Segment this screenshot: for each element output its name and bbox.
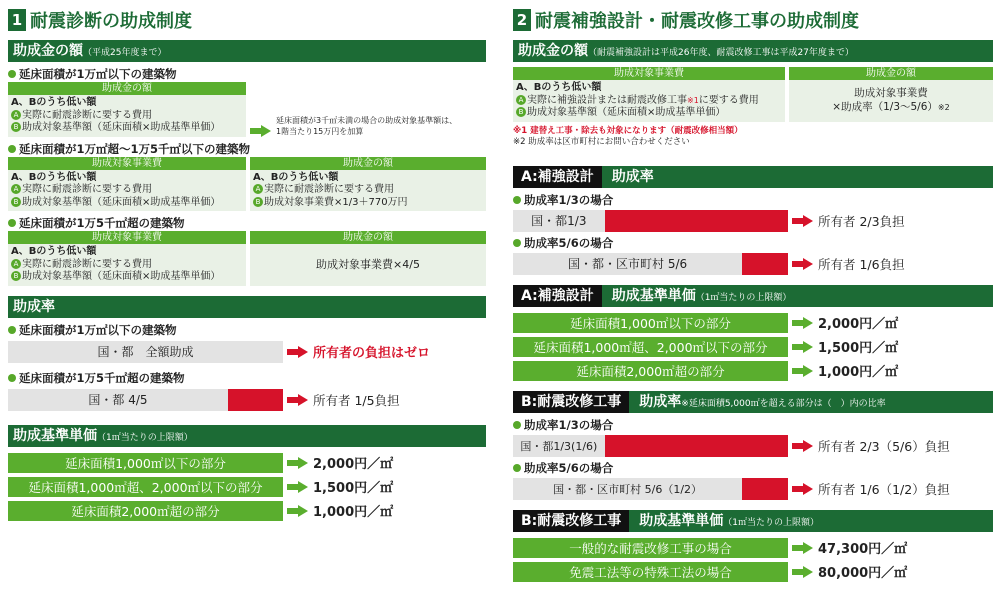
arrow-right-icon xyxy=(792,317,814,329)
subsidy-band xyxy=(8,40,486,62)
footnote-2: ※2 助成率は区市町村にお問い合わせください xyxy=(513,136,690,147)
group-heading: 助成率5/6の場合 xyxy=(513,236,993,251)
band-label: 助成基準単価 xyxy=(611,287,696,304)
band-tag: B:耐震改修工事 xyxy=(513,510,629,532)
unit-value: 1,000円／㎡ xyxy=(818,365,899,380)
unit-row xyxy=(8,501,486,521)
group-heading: 助成率5/6の場合 xyxy=(513,461,993,476)
public-share: 国・都・区市町村 5/6（1/2） xyxy=(553,482,703,496)
arrow-right-icon xyxy=(792,542,814,554)
rate-result: 所有者 1/6負担 xyxy=(818,256,905,272)
unit-label: 免震工法等の特殊工法の場合 xyxy=(513,562,788,582)
footnote-mark: ※1 xyxy=(687,95,699,105)
unit-value: 1,500円／㎡ xyxy=(313,481,394,496)
owner-share xyxy=(228,389,283,411)
table-header: 助成対象事業費 xyxy=(513,67,785,80)
circle-a-icon: A xyxy=(11,184,21,194)
unit-rows xyxy=(513,313,993,381)
circle-b-icon: B xyxy=(253,197,263,207)
public-share: 国・都1/3(1/6) xyxy=(520,439,598,453)
table-cell xyxy=(8,244,246,286)
band-label: 助成率 xyxy=(639,393,682,410)
rate-result: 所有者の負担はゼロ xyxy=(313,346,431,361)
owner-share xyxy=(742,253,788,275)
g2-table xyxy=(8,157,486,212)
unit-row xyxy=(8,477,486,497)
cell-line: 実際に補強設計または耐震改修工事 xyxy=(527,94,687,106)
circle-a-icon: A xyxy=(11,110,21,120)
table-header: 助成対象事業費 xyxy=(8,157,246,170)
section-title-text: 耐震診断の助成制度 xyxy=(30,11,192,32)
arrow-right-icon xyxy=(287,346,309,358)
arrow-right-icon xyxy=(287,505,309,517)
unit-value: 1,000円／㎡ xyxy=(313,505,394,520)
group-heading: 延床面積が1万5千㎡超の建築物 xyxy=(8,216,486,231)
unit-row xyxy=(513,313,993,333)
note-line: 延床面積が3千㎡未満の場合の助成対象基準額は、 xyxy=(276,115,458,125)
circle-b-icon: B xyxy=(516,107,526,117)
unit-label: 延床面積2,000㎡超の部分 xyxy=(513,361,788,381)
band-note: （1㎡当たりの上限額） xyxy=(723,517,820,528)
table-cell xyxy=(789,80,993,122)
share-bar xyxy=(513,210,788,232)
rate-result: 所有者 2/3（5/6）負担 xyxy=(818,438,950,454)
arrow-right-icon xyxy=(792,483,814,495)
circle-a-icon: A xyxy=(516,95,526,105)
subsidy-band-note: （耐震補強設計は平成26年度、耐震改修工事は平成27年度まで） xyxy=(588,48,854,58)
arrow-right-icon xyxy=(792,258,814,270)
table-header: 助成金の額 xyxy=(8,82,246,95)
b-rate-band xyxy=(513,391,993,413)
b-unit-band xyxy=(513,510,993,532)
unit-label: 延床面積1,000㎡超、2,000㎡以下の部分 xyxy=(513,337,788,357)
public-share: 国・都・区市町村 5/6 xyxy=(568,257,688,271)
arrow-right-icon xyxy=(792,365,814,377)
cell-line: A、Bのうち低い額 xyxy=(11,246,97,257)
subsidy-band-label: 助成金の額 xyxy=(13,43,83,59)
unit-value: 2,000円／㎡ xyxy=(818,317,899,332)
footnote-1: ※1 建替え工事・除去も対象になります（耐震改修相当額） xyxy=(513,125,743,136)
rate-band-label: 助成率 xyxy=(13,298,55,315)
group-heading: 延床面積が1万㎡以下の建築物 xyxy=(8,323,486,338)
unit-band-note: （1㎡当たりの上限額） xyxy=(97,432,193,443)
unit-row xyxy=(513,361,993,381)
circle-b-icon: B xyxy=(11,122,21,132)
unit-row xyxy=(513,538,993,558)
table-header: 助成金の額 xyxy=(789,67,993,80)
share-bar xyxy=(513,435,788,457)
circle-a-icon: A xyxy=(253,184,263,194)
footnote-mark: ※2 xyxy=(937,103,950,113)
g1-table xyxy=(8,82,246,137)
unit-rows xyxy=(8,453,486,521)
owner-share xyxy=(605,435,788,457)
cell-line: 実際に耐震診断に要する費用 xyxy=(22,184,152,195)
unit-label: 一般的な耐震改修工事の場合 xyxy=(513,538,788,558)
cell-line: 助成対象基準額（延床面積×助成基準単価） xyxy=(22,271,221,282)
cell-line: A、Bのうち低い額 xyxy=(11,97,97,108)
rate-band xyxy=(8,296,486,318)
band-label: 助成率 xyxy=(611,168,654,185)
unit-value: 80,000円／㎡ xyxy=(818,566,908,581)
unit-label: 延床面積2,000㎡超の部分 xyxy=(8,501,283,521)
section-title xyxy=(513,6,993,34)
arrow-right-icon xyxy=(287,394,309,406)
section-number: 1 xyxy=(8,9,26,31)
section-title xyxy=(8,6,486,34)
section-title-text: 耐震補強設計・耐震改修工事の助成制度 xyxy=(535,11,859,32)
cell-line: 助成対象基準額（延床面積×助成基準単価） xyxy=(22,196,221,208)
circle-b-icon: B xyxy=(11,271,21,281)
arrow-right-icon xyxy=(792,566,814,578)
unit-label: 延床面積1,000㎡以下の部分 xyxy=(8,453,283,473)
cell-line: ×助成率（1/3～5/6） xyxy=(832,101,938,114)
band-note: （1㎡当たりの上限額） xyxy=(695,292,792,303)
table-cell: 助成対象事業費×4/5 xyxy=(250,244,486,286)
owner-share xyxy=(605,210,788,232)
share-bar xyxy=(513,478,788,500)
rate-result: 所有者 1/6（1/2）負担 xyxy=(818,481,950,497)
cell-line: 実際に耐震診断に要する費用 xyxy=(22,258,152,270)
public-share: 国・都1/3 xyxy=(531,214,587,228)
unit-value: 47,300円／㎡ xyxy=(818,542,908,557)
band-note: ※延床面積5,000㎡を超える部分は（ ）内の比率 xyxy=(681,398,886,409)
cell-line: A、Bのうち低い額 xyxy=(516,82,602,93)
group-heading: 延床面積が1万㎡超～1万5千㎡以下の建築物 xyxy=(8,142,486,157)
unit-row xyxy=(513,562,993,582)
unit-row xyxy=(8,453,486,473)
cell-line: A、Bのうち低い額 xyxy=(253,171,339,183)
table-cell xyxy=(8,95,246,137)
group-heading: 助成率1/3の場合 xyxy=(513,418,993,433)
unit-value: 1,500円／㎡ xyxy=(818,341,899,356)
share-bar xyxy=(8,389,283,411)
group-heading: 助成率1/3の場合 xyxy=(513,193,993,208)
table-header: 助成金の額 xyxy=(250,157,486,170)
arrow-right-icon xyxy=(287,457,309,469)
table-header: 助成対象事業費 xyxy=(8,231,246,244)
cell-line: 助成対象事業費×1/3＋770万円 xyxy=(264,196,408,208)
cell-line: 助成対象事業費 xyxy=(854,87,928,100)
owner-share xyxy=(742,478,788,500)
rate-result: 所有者 1/5負担 xyxy=(313,392,400,408)
cell-line: 実際に耐震診断に要する費用 xyxy=(22,109,152,121)
cell-line: A、Bのうち低い額 xyxy=(11,171,97,183)
band-tag: A:補強設計 xyxy=(513,285,602,307)
arrow-right-icon xyxy=(250,125,272,137)
group-heading: 延床面積が1万㎡以下の建築物 xyxy=(8,67,486,82)
table-cell xyxy=(250,170,486,212)
arrow-right-icon xyxy=(792,341,814,353)
circle-a-icon: A xyxy=(11,259,21,269)
arrow-right-icon xyxy=(287,481,309,493)
a-unit-band xyxy=(513,285,993,307)
band-label: 助成基準単価 xyxy=(639,512,724,529)
unit-band xyxy=(8,425,486,447)
section-number: 2 xyxy=(513,9,531,31)
left-column xyxy=(8,0,486,521)
public-share: 国・都 4/5 xyxy=(88,393,148,407)
cell-line: 助成対象基準額（延床面積×助成基準単価） xyxy=(22,122,221,133)
unit-band-label: 助成基準単価 xyxy=(13,427,97,444)
band-tag: A:補強設計 xyxy=(513,166,602,188)
group-heading: 延床面積が1万5千㎡超の建築物 xyxy=(8,371,486,386)
subsidy-table xyxy=(513,67,993,122)
right-column xyxy=(513,0,993,582)
g1-note xyxy=(276,115,457,137)
table-cell xyxy=(513,80,785,122)
g3-table xyxy=(8,231,486,286)
arrow-right-icon xyxy=(792,215,814,227)
cell-line: 実際に耐震診断に要する費用 xyxy=(264,184,394,195)
table-header: 助成金の額 xyxy=(250,231,486,244)
band-tag: B:耐震改修工事 xyxy=(513,391,629,413)
arrow-right-icon xyxy=(792,440,814,452)
cell-line: に要する費用 xyxy=(698,94,759,106)
note-line: 1階当たり15万円を加算 xyxy=(276,126,364,136)
a-rate-band xyxy=(513,166,993,188)
table-cell xyxy=(8,170,246,212)
subsidy-band-label: 助成金の額 xyxy=(518,43,588,59)
subsidy-band xyxy=(513,40,993,62)
unit-value: 2,000円／㎡ xyxy=(313,457,394,472)
rate-result: 所有者 2/3負担 xyxy=(818,213,905,229)
circle-b-icon: B xyxy=(11,197,21,207)
unit-rows xyxy=(513,538,993,582)
share-bar xyxy=(8,341,283,363)
unit-label: 延床面積1,000㎡超、2,000㎡以下の部分 xyxy=(8,477,283,497)
public-share: 国・都 全額助成 xyxy=(97,345,194,359)
subsidy-band-note: （平成25年度まで） xyxy=(83,48,167,58)
unit-label: 延床面積1,000㎡以下の部分 xyxy=(513,313,788,333)
unit-row xyxy=(513,337,993,357)
share-bar xyxy=(513,253,788,275)
cell-line: 助成対象基準額（延床面積×助成基準単価） xyxy=(527,107,726,118)
